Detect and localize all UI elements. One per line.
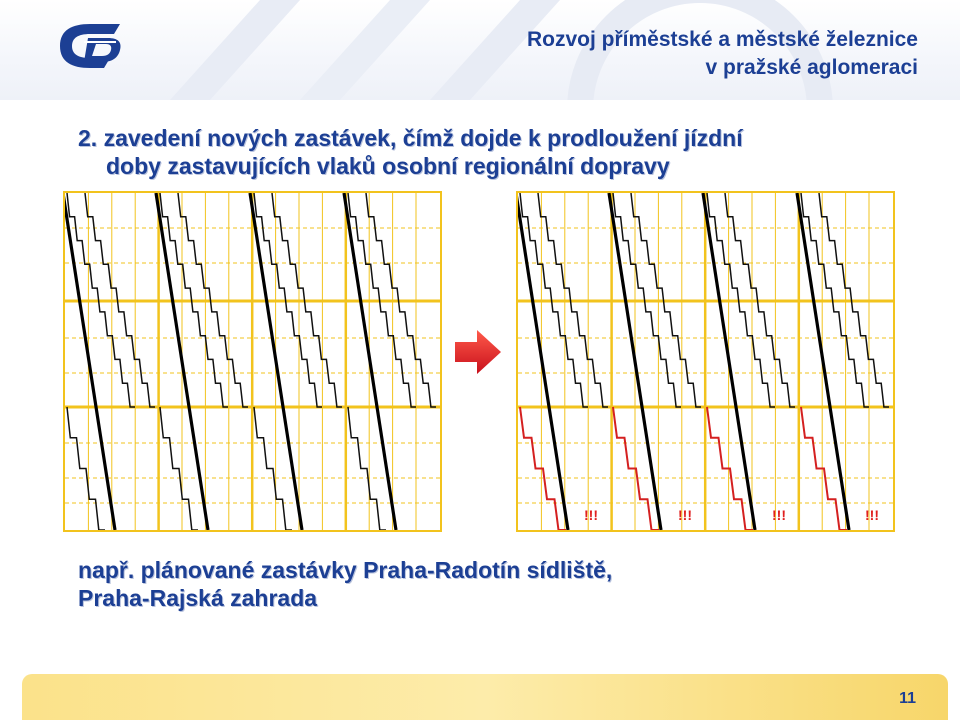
warning-mark: !!! <box>772 507 786 523</box>
timetable-graph-before <box>65 193 440 530</box>
slide-caption <box>78 556 898 612</box>
timetable-diagram-before <box>63 191 442 532</box>
warning-mark: !!! <box>584 507 598 523</box>
header-title-line2: v pražské aglomeraci <box>705 56 918 79</box>
warning-marks <box>518 507 893 527</box>
timetable-diagram-after <box>516 191 895 532</box>
express-train-line <box>344 193 396 530</box>
warning-mark: !!! <box>865 507 879 523</box>
slide-caption-line2: Praha-Rajská zahrada <box>78 585 318 611</box>
cd-logo-icon <box>54 20 126 72</box>
arrow-right-icon <box>455 330 501 374</box>
express-train-line <box>518 193 568 530</box>
page-number: 11 <box>899 690 916 707</box>
warning-mark: !!! <box>678 507 692 523</box>
footer-band <box>22 674 948 720</box>
express-train-line <box>797 193 849 530</box>
slide-heading-line2: doby zastavujících vlaků osobní regionální dopravy <box>106 153 670 179</box>
header-title <box>527 26 918 82</box>
slide-caption-line1: např. plánované zastávky Praha-Radotín sídliště, <box>78 557 613 583</box>
header-band <box>0 0 960 100</box>
header-title-line1: Rozvoj příměstské a městské železnice <box>526 28 918 51</box>
slide-heading-line1: 2. zavedení nových zastávek, čímž dojde k prodloužení jízdní <box>78 125 743 151</box>
express-train-line <box>65 193 115 530</box>
timetable-graph-after <box>518 193 893 530</box>
slide-heading <box>78 124 918 180</box>
